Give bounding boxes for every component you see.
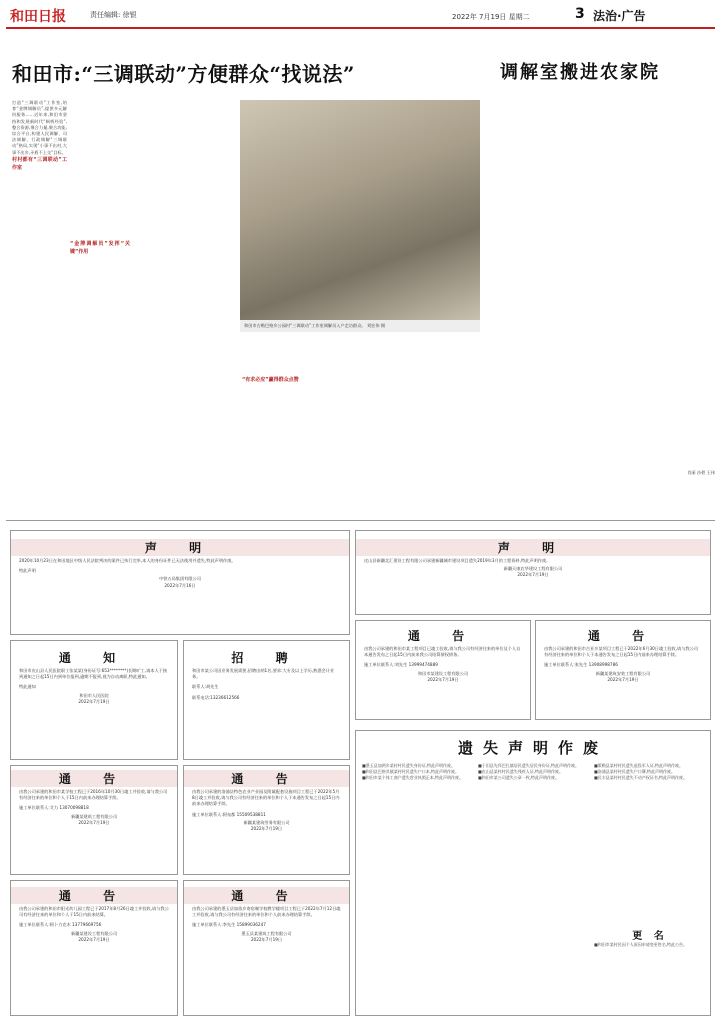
notice-org: 中铁五局集团有限公司 [159,576,201,582]
notice-date: 2022年7月19日 [607,676,639,682]
notice-title: 声 明 [11,539,349,556]
notice-tonggao-bottom-center [183,880,350,1016]
newspaper-logo: 和田日报 [10,9,66,25]
lost-doc-entry: ■和田县巴格其镇某村村民遗失户口本,特此声明作废。 [362,769,460,774]
notice-signer: 特此通知 [19,684,36,690]
photo-credit: 刘宏伟 摄 [366,323,386,328]
notice-org: 新疆某建设工程有限公司 [70,930,118,936]
article-column-8 [555,100,630,505]
notice-date: 2022年7月19日 [78,819,110,825]
notice-body: 2020年10月23日在和田地区中级人民法院判决的案件已执行完毕,本人的身份证件已无法使用并遗失,特此声明作废。 [19,558,236,563]
notice-tonggao-bottom-left [10,880,178,1016]
photo-caption-text: 和田市古勒巴格乡公园村“三调联动”工作室调解员入户走访群众。 [244,323,366,328]
notice-body: 由我公司承建的和田市某工程项目已竣工验收,请与我公司有经济往来的单位及个人自本通告发布之日起15日内前来我公司结算债权债务。 [364,646,521,658]
notice-body: 由我公司承建的墨玉县加依乡寄宿制学校教学楼项目工程已于2022年7月12日竣工并验收,请与我公司有经济往来的单位和个人前来办理结算手续。 [192,906,341,918]
section-head-1: 村村都有“三调联动”工作室 [12,156,67,171]
notice-date: 2022年7月19日 [78,936,110,942]
article-headline: 和田市:“三调联动”方便群众“找说法” [12,62,355,86]
article-column-2 [70,100,130,505]
notice-org: 和田市某建设工程有限公司 [417,670,469,676]
notice-shengming-2 [355,530,711,615]
lost-doc-entry: ■墨玉县加两乡某村村民遗失身份证,特此声明作废。 [362,763,456,768]
notice-zhaopin [183,640,350,760]
notice-phone: 联系电话:13236612566 [192,694,240,700]
article-column-6 [370,340,425,510]
editor-credit: 责任编辑: 徐银 [90,11,137,19]
notice-contact: 施工单位联系人:阿布都 15509538811 [192,811,266,817]
article-column-5 [306,340,366,510]
notice-date: 2022年7月19日 [250,826,283,832]
lost-documents-section [355,730,711,1016]
article-photo [240,100,480,320]
lost-doc-entry: ■皮山县某村村民遗失残疾人证,特此声明作废。 [478,769,564,774]
notice-title: 通 告 [184,887,349,904]
notice-tonggao-mid-left [10,765,178,875]
notice-org: 和田市人民医院 [79,692,109,698]
lost-documents-title: 遗失声明作废 [457,739,608,757]
notice-shengming-1 [10,530,350,635]
article-subhead: 调解室搬进农家院 [500,62,660,83]
lost-doc-entry: ■和田市某公司遗失公章一枚,特此声明作废。 [478,775,560,780]
lost-doc-entry: ■策勒县某村村民遗失退役军人证,特此声明作废。 [594,763,684,768]
section-head-2: “金牌调解员”发挥“关键”作用 [70,241,130,255]
notice-body: 由我公司承建的洛浦县特色农业产业园及附属配套设施项目工程已于2022年5月8日竣工并验收,请与我公司有经济往来的单位和个人于本通告发布之日起15日内前来办理结算手续。 [192,789,340,807]
notice-date: 2022年7月19日 [250,936,283,942]
notice-body: 由我公司承建的和田市某学校工程已于2016年10月30日竣工并验收,请与我公司有经济往来的单位和个人于15日内前来办理结算手续。 [19,789,168,801]
rename-title: 更 名 [632,931,668,942]
notice-date: 2022年7月19日 [517,572,549,578]
notice-body: 和田市皮山县人民医院职工张某某(身份证号:653********)长期旷工,请本人于接到通知之日起15日内到单位报到,逾期不报到,视为自动离职,特此通知。 [19,668,168,680]
notice-org: 新疆天康农华建设工程有限公司 [503,566,563,572]
divider [6,520,715,521]
notice-contact: 施工单位联系人:艾力 13070098818 [19,805,89,811]
header-rule [6,27,715,29]
section-head-3: “有求必应”赢得群众点赞 [242,377,299,383]
notice-title: 通 告 [11,887,177,904]
notice-contact: 施工单位联系人:李先生 15899036247 [192,922,266,928]
page-number: 3 [575,6,585,22]
notice-date: 2022年7月16日 [164,582,196,588]
rename-section [594,927,706,1013]
notice-title: 通 告 [11,770,177,787]
rename-body: ■和田市某村民因个人原因申请变更姓名,特此公告。 [594,942,688,947]
notice-date: 2022年7月19日 [78,698,110,704]
notice-title: 声 明 [356,539,710,556]
notice-title: 通 告 [587,629,659,643]
notice-tonggao-top [355,620,531,720]
lost-doc-entry: ■和田市某个体工商户遗失营业执照正本,特此声明作废。 [362,775,464,780]
notice-title: 通 告 [184,770,349,787]
notice-contact: 施工单位联系人:阿卜力克木 13779669756 [19,922,102,928]
article-column-4 [242,340,302,510]
section-title: 法治·广告 [593,9,646,23]
notice-signer: 特此声明 [19,568,36,574]
notice-title: 通 告 [407,629,479,643]
notice-body: 由我公司承建的和田市阳光幼儿园工程已于2017年8月26日竣工并验收,请与我公司有经济往来的单位和个人于15日内前来结算。 [19,906,169,918]
notice-org: 新疆某建筑工程有限公司 [70,813,118,819]
article-column-9 [640,100,715,505]
article-author: 肖丽 沙碧 王伟 [687,470,715,475]
notice-tonggao-mid-center [183,765,350,875]
notice-tonggao-right [535,620,711,720]
notice-org: 新疆某建筑劳务有限公司 [243,819,290,825]
notice-contact: 施工单位联系人:张先生 13908998786 [544,662,618,668]
notice-date: 2022年7月19日 [427,676,459,682]
notice-body: 皮山县新疆北汇建设工程有限公司承建新疆城市建设项目遗失2019年3月的工程资料,特此声明作废。 [364,558,551,563]
notice-contact: 施工单位联系人:刘先生 13999474889 [364,662,438,668]
notice-title: 通 知 [58,651,130,665]
lost-doc-entry: ■于田县先拜巴扎镇居民遗失居民身份证,特此声明作废。 [478,763,580,768]
article-lead: 打造“三调联动”工作室,培育“金牌调解员”,提供多元解纷服务……近年来,和田市坚持和发展新时代“枫桥经验”,整合资源,聚合力量,聚合功能,综合平台,构建人民调解、司法调解、行政调解“三调联动”格局,实现“小事不出村,大事不出乡,矛盾不上交”目标。 [12,100,67,155]
lost-doc-entry: ■洛浦县某村村民遗失户口簿,特此声明作废。 [594,769,676,774]
lost-docs-column-3 [594,763,706,923]
notice-title: 招 聘 [231,651,302,665]
notice-body: 和田市某公司因业务发展需要,招聘出纳1名,要求:大专及以上学历,熟悉会计业务。 [192,668,335,680]
lost-doc-entry: ■民丰县某村村民遗失不动产权证书,特此声明作废。 [594,775,688,780]
notice-contact: 联系人:胡先生 [192,684,219,690]
notice-org: 新疆某建筑安装工程有限公司 [595,670,651,676]
article-column-7 [490,100,545,505]
notice-org: 墨玉县某建筑工程有限公司 [241,930,292,936]
issue-date: 2022年 7月19日 星期二 [452,13,530,21]
article-column-1 [12,100,67,505]
lost-docs-column-1 [362,763,472,1013]
lost-docs-column-2 [478,763,588,1013]
notice-tongzhi [10,640,178,760]
photo-caption [240,320,480,332]
article-column-3 [178,340,238,510]
notice-body: 由我公司承建的和田市吉亚乡某项目工程已于2022年6月30日竣工验收,请与我公司有经济往来的单位和个人于本通告发布之日起15日内前来办理结算手续。 [544,646,698,658]
